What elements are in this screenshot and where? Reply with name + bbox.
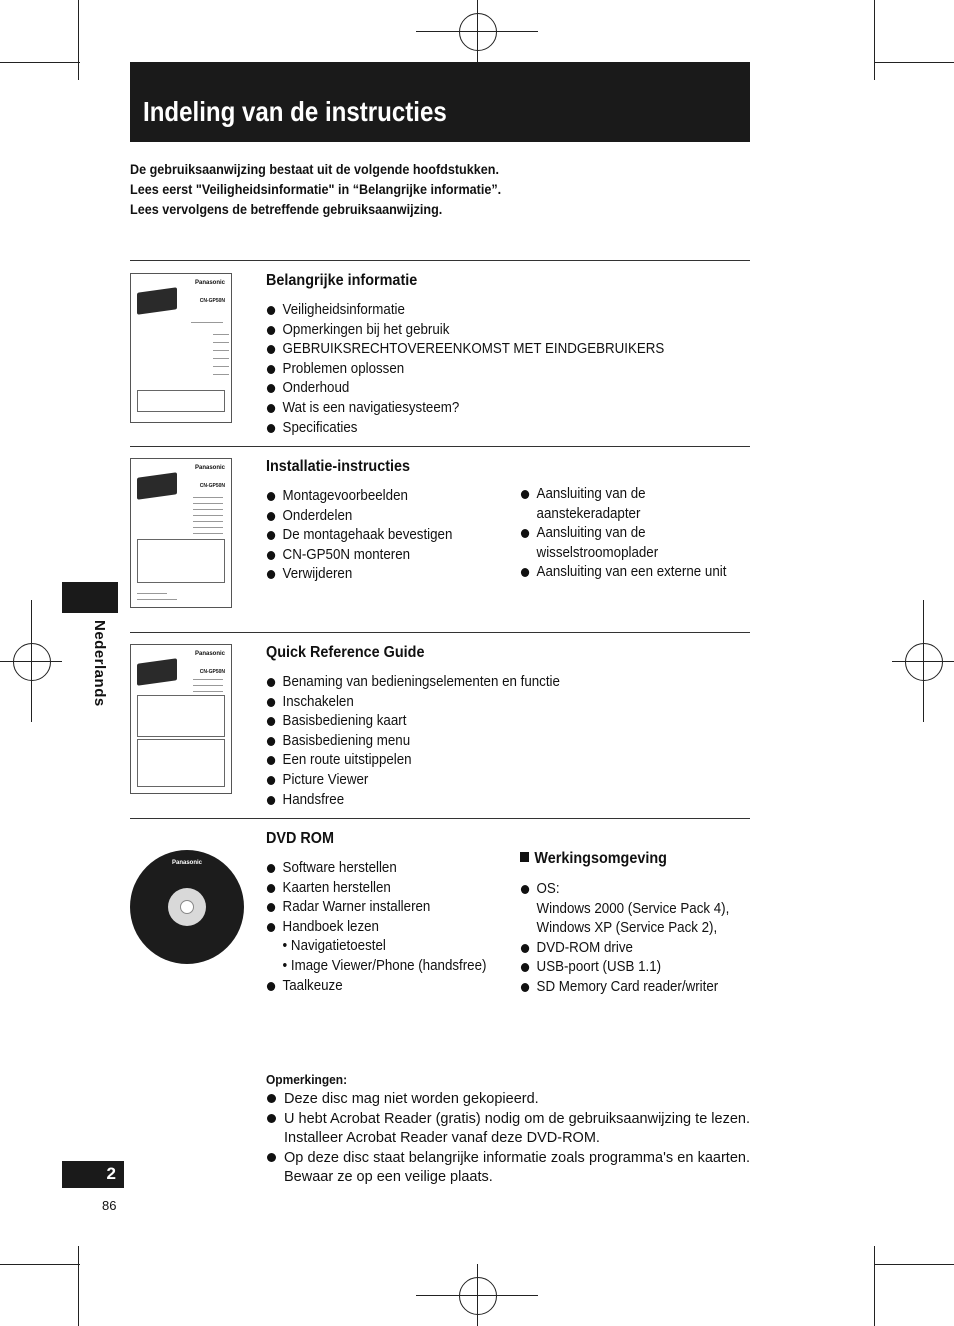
brand-logo: Panasonic <box>194 465 225 471</box>
device-image <box>137 472 177 500</box>
env-title-row <box>520 850 667 868</box>
model-label: CN-GP50N <box>199 669 225 675</box>
model-label: CN-GP50N <box>199 298 225 304</box>
env-title: Werkingsomgeving <box>534 850 667 867</box>
manual-cover-thumbnail <box>130 273 232 423</box>
installatie-list-right <box>520 485 727 583</box>
language-label: Nederlands <box>91 620 108 707</box>
list-item: Inschakelen <box>266 693 560 713</box>
list-item: Specificaties <box>266 419 664 439</box>
list-item: CN-GP50N monteren <box>266 546 452 566</box>
list-item: Verwijderen <box>266 565 452 585</box>
list-item: Handsfree <box>266 791 560 811</box>
list-item: Aansluiting van de wisselstroomoplader <box>520 524 660 563</box>
text-line <box>193 497 223 498</box>
registration-mark <box>416 31 538 32</box>
title-bar <box>130 62 750 142</box>
list-subitem: • Image Viewer/Phone (handsfree) <box>282 957 487 974</box>
list-item: Onderhoud <box>266 379 664 399</box>
text-line <box>193 509 223 510</box>
chapter-number: 2 <box>106 1164 116 1183</box>
registration-mark <box>892 661 954 662</box>
list-item: Aansluiting van een externe unit <box>520 563 660 583</box>
crop-mark <box>874 1246 875 1326</box>
section-title: Installatie-instructies <box>266 458 411 475</box>
crop-mark <box>874 0 875 80</box>
text-line <box>137 599 177 600</box>
intro-line: Lees vervolgens de betreffende gebruiksaanwijzing. <box>130 201 443 217</box>
notice-box <box>137 695 225 737</box>
dvd-disc-image <box>130 850 244 964</box>
text-line <box>213 334 229 335</box>
section-divider <box>130 632 750 633</box>
section-title: Belangrijke informatie <box>266 272 418 289</box>
registration-mark <box>459 13 497 51</box>
list-item: USB-poort (USB 1.1) <box>520 958 729 978</box>
list-item: Basisbediening kaart <box>266 712 560 732</box>
list-item: Taalkeuze <box>266 977 486 997</box>
list-item: Een route uitstippelen <box>266 751 560 771</box>
crop-mark <box>0 1264 80 1265</box>
brand-logo: Panasonic <box>194 280 225 286</box>
text-line <box>193 691 223 692</box>
env-list <box>520 880 748 998</box>
brand-logo: Panasonic <box>194 651 225 657</box>
section-divider <box>130 446 750 447</box>
device-image <box>137 287 177 315</box>
text-line <box>191 322 223 323</box>
text-line <box>193 679 223 680</box>
crop-mark <box>78 0 79 80</box>
notice-box <box>137 539 225 583</box>
intro-line: De gebruiksaanwijzing bestaat uit de volgende hoofdstukken. <box>130 161 499 177</box>
list-item: Kaarten herstellen <box>266 879 486 899</box>
disc-brand: Panasonic <box>171 860 202 866</box>
notes-title: Opmerkingen: <box>266 1072 348 1087</box>
chapter-tab <box>62 1161 124 1188</box>
square-bullet-icon <box>520 852 529 862</box>
list-item: Wat is een navigatiesysteem? <box>266 399 664 419</box>
list-item: Onderdelen <box>266 507 452 527</box>
registration-mark <box>13 643 51 681</box>
device-image <box>137 658 177 686</box>
notice-box <box>137 390 225 412</box>
section-divider <box>130 818 750 819</box>
list-item: GEBRUIKSRECHTOVEREENKOMST MET EINDGEBRUIKERS <box>266 340 664 360</box>
registration-mark <box>459 1277 497 1315</box>
list-item: De montagehaak bevestigen <box>266 526 452 546</box>
text-line <box>193 521 223 522</box>
list-subitem: Windows XP (Service Pack 2), <box>536 920 718 937</box>
text-line <box>193 527 223 528</box>
crop-mark <box>0 62 80 63</box>
page-number: 86 <box>102 1198 117 1213</box>
note-item: U hebt Acrobat Reader (gratis) nodig om de gebruiksaanwijzing te lezen. Installeer Acrobat Reader vanaf deze DVD-ROM. <box>266 1110 750 1149</box>
registration-mark <box>905 643 943 681</box>
list-item: Radar Warner installeren <box>266 898 486 918</box>
crop-mark <box>874 1264 954 1265</box>
list-item: SD Memory Card reader/writer <box>520 978 729 998</box>
registration-mark <box>0 661 62 662</box>
dvd-list <box>266 859 506 996</box>
manual-cover-thumbnail <box>130 644 232 794</box>
notes-list <box>266 1090 750 1188</box>
text-line <box>213 366 229 367</box>
contents-table <box>137 739 225 787</box>
list-item: Veiligheidsinformatie <box>266 301 664 321</box>
list-item: Picture Viewer <box>266 771 560 791</box>
registration-mark <box>416 1295 538 1296</box>
text-line <box>193 515 223 516</box>
list-item: Montagevoorbeelden <box>266 487 452 507</box>
language-label-box <box>90 620 110 710</box>
list-item: Software herstellen <box>266 859 486 879</box>
list-item: Opmerkingen bij het gebruik <box>266 321 664 341</box>
list-item: DVD-ROM drive <box>520 939 729 959</box>
list-item: OS: <box>520 880 729 900</box>
list-item: Basisbediening menu <box>266 732 560 752</box>
installatie-list-left <box>266 487 469 585</box>
disc-hole <box>180 900 194 914</box>
language-tab <box>62 582 118 613</box>
section-divider <box>130 260 750 261</box>
list-item: Aansluiting van de aanstekeradapter <box>520 485 660 524</box>
crop-mark <box>78 1246 79 1326</box>
note-item: Op deze disc staat belangrijke informatie zoals programma's en kaarten. Bewaar ze op een veilige plaats. <box>266 1149 750 1188</box>
belangrijke-list <box>266 301 699 438</box>
list-subitem: • Navigatietoestel <box>282 938 386 955</box>
list-item: Handboek lezen <box>266 918 486 938</box>
list-item: Benaming van bedieningselementen en functie <box>266 673 560 693</box>
text-line <box>193 503 223 504</box>
section-title: DVD ROM <box>266 830 335 847</box>
text-line <box>213 374 229 375</box>
page-title: Indeling van de instructies <box>143 96 447 127</box>
model-label: CN-GP50N <box>199 483 225 489</box>
text-line <box>213 342 229 343</box>
section-title: Quick Reference Guide <box>266 644 425 661</box>
intro-text <box>130 159 730 219</box>
list-subitem: Windows 2000 (Service Pack 4), <box>536 900 730 917</box>
quick-list <box>266 673 586 810</box>
text-line <box>213 358 229 359</box>
intro-line: Lees eerst "Veiligheidsinformatie" in “Belangrijke informatie”. <box>130 181 502 197</box>
text-line <box>193 685 223 686</box>
note-item: Deze disc mag niet worden gekopieerd. <box>266 1090 750 1110</box>
list-item: Problemen oplossen <box>266 360 664 380</box>
text-line <box>193 533 223 534</box>
text-line <box>213 350 229 351</box>
crop-mark <box>874 62 954 63</box>
manual-cover-thumbnail <box>130 458 232 608</box>
text-line <box>137 593 167 594</box>
